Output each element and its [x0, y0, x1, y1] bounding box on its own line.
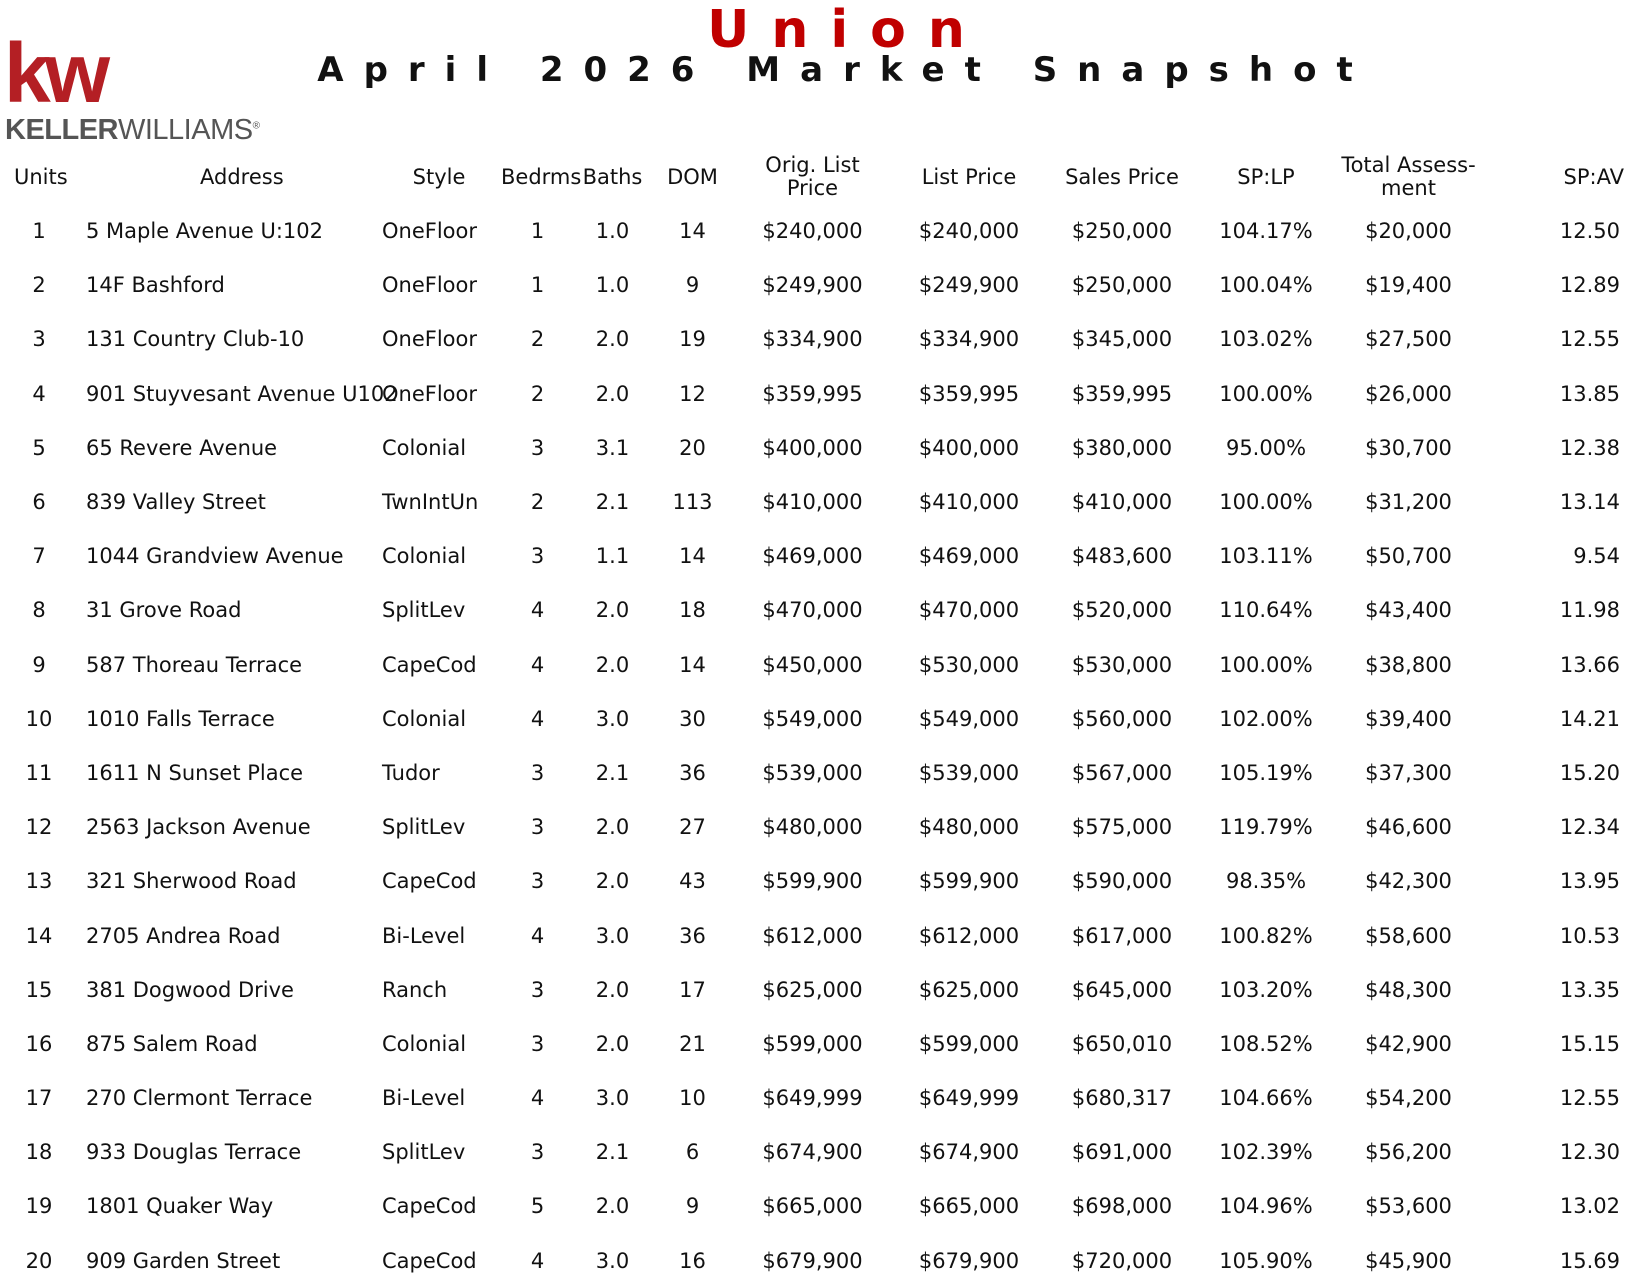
list-price-cell: $334,900 — [918, 327, 1020, 352]
address-cell: 901 Stuyvesant Avenue U102 — [86, 381, 398, 406]
table-row — [0, 638, 1650, 692]
table-row — [0, 1017, 1650, 1071]
orig-list-price-cell: $470,000 — [762, 598, 863, 623]
sales-price-cell: $567,000 — [1071, 760, 1173, 785]
units-cell: 9 — [32, 652, 46, 677]
units-cell: 5 — [32, 435, 46, 460]
units-cell: 12 — [25, 815, 53, 840]
address-cell: 321 Sherwood Road — [86, 869, 297, 894]
table-row — [0, 367, 1650, 421]
header-sales-price: Sales Price — [1065, 164, 1179, 189]
dom-cell: 18 — [679, 598, 706, 623]
total-assessment-cell: $48,300 — [1365, 977, 1452, 1002]
table-row — [0, 1179, 1650, 1233]
dom-cell: 43 — [679, 869, 706, 894]
dom-cell: 14 — [679, 652, 706, 677]
style-cell: Bi-Level — [382, 923, 466, 948]
header-total-assessment: Total Assess- ment — [1341, 153, 1476, 200]
list-price-cell: $549,000 — [918, 706, 1020, 731]
style-cell: CapeCod — [382, 652, 477, 677]
style-cell: SplitLev — [382, 815, 466, 840]
sp-lp-cell: 103.20% — [1219, 977, 1313, 1002]
style-cell: Tudor — [382, 760, 440, 785]
orig-list-price-cell: $480,000 — [762, 815, 863, 840]
list-price-cell: $599,000 — [918, 1031, 1020, 1056]
bedrms-cell: 2 — [530, 490, 545, 515]
header-baths: Baths — [582, 164, 643, 189]
table-row — [0, 421, 1650, 475]
baths-cell: 2.1 — [595, 760, 630, 785]
orig-list-price-cell: $469,000 — [762, 544, 863, 569]
dom-cell: 14 — [679, 219, 706, 244]
baths-cell: 2.0 — [595, 869, 630, 894]
sp-av-cell: 12.55 — [1559, 1086, 1620, 1111]
address-cell: 1010 Falls Terrace — [86, 706, 275, 731]
dom-cell: 17 — [679, 977, 706, 1002]
baths-cell: 1.1 — [595, 544, 630, 569]
baths-cell: 2.0 — [595, 652, 630, 677]
table-row — [0, 908, 1650, 962]
list-price-cell: $625,000 — [918, 977, 1020, 1002]
units-cell: 1 — [32, 219, 46, 244]
table-row — [0, 475, 1650, 529]
sp-av-cell: 10.53 — [1559, 923, 1620, 948]
dom-cell: 30 — [679, 706, 706, 731]
sales-price-cell: $650,010 — [1071, 1031, 1173, 1056]
sp-lp-cell: 104.96% — [1219, 1194, 1313, 1219]
bedrms-cell: 1 — [530, 219, 545, 244]
header-sp-av: SP:AV — [1563, 164, 1624, 189]
bedrms-cell: 4 — [530, 1248, 545, 1273]
units-cell: 4 — [32, 381, 46, 406]
style-cell: OneFloor — [382, 219, 478, 244]
sp-lp-cell: 108.52% — [1219, 1031, 1313, 1056]
units-cell: 18 — [25, 1140, 53, 1165]
units-cell: 20 — [25, 1248, 53, 1273]
style-cell: OneFloor — [382, 327, 478, 352]
baths-cell: 2.0 — [595, 977, 630, 1002]
orig-list-price-cell: $679,900 — [762, 1248, 863, 1273]
style-cell: Colonial — [382, 435, 467, 460]
dom-cell: 9 — [685, 1194, 700, 1219]
sales-price-cell: $590,000 — [1071, 869, 1173, 894]
dom-cell: 113 — [672, 490, 713, 515]
sales-price-cell: $380,000 — [1071, 435, 1173, 460]
header-style: Style — [412, 164, 466, 189]
sp-lp-cell: 100.82% — [1219, 923, 1313, 948]
list-price-cell: $679,900 — [918, 1248, 1020, 1273]
sp-lp-cell: 100.04% — [1219, 273, 1313, 298]
total-assessment-cell: $54,200 — [1365, 1086, 1452, 1111]
style-cell: SplitLev — [382, 598, 466, 623]
total-assessment-cell: $19,400 — [1365, 273, 1452, 298]
list-price-cell: $359,995 — [918, 381, 1020, 406]
dom-cell: 36 — [679, 923, 706, 948]
sp-lp-cell: 100.00% — [1219, 652, 1313, 677]
baths-cell: 3.0 — [595, 1248, 630, 1273]
table-row — [0, 854, 1650, 908]
style-cell: OneFloor — [382, 381, 478, 406]
total-assessment-cell: $42,900 — [1365, 1031, 1452, 1056]
table-body — [0, 204, 1650, 1288]
address-cell: 933 Douglas Terrace — [86, 1140, 302, 1165]
svg-text:kw: kw — [4, 38, 105, 110]
bedrms-cell: 3 — [530, 1031, 545, 1056]
baths-cell: 3.0 — [595, 1086, 630, 1111]
list-price-cell: $599,900 — [918, 869, 1020, 894]
sales-price-cell: $720,000 — [1071, 1248, 1173, 1273]
baths-cell: 2.0 — [595, 815, 630, 840]
total-assessment-cell: $20,000 — [1365, 219, 1452, 244]
sp-av-cell: 12.89 — [1559, 273, 1620, 298]
dom-cell: 36 — [679, 760, 706, 785]
orig-list-price-cell: $450,000 — [762, 652, 863, 677]
dom-cell: 19 — [679, 327, 706, 352]
orig-list-price-cell: $249,900 — [762, 273, 863, 298]
sales-price-cell: $359,995 — [1071, 381, 1173, 406]
sp-av-cell: 11.98 — [1559, 598, 1620, 623]
address-cell: 14F Bashford — [86, 273, 225, 298]
table-row — [0, 583, 1650, 637]
dom-cell: 12 — [679, 381, 706, 406]
orig-list-price-cell: $599,000 — [762, 1031, 863, 1056]
orig-list-price-cell: $599,900 — [762, 869, 863, 894]
address-cell: 65 Revere Avenue — [86, 435, 278, 460]
dom-cell: 21 — [679, 1031, 706, 1056]
orig-list-price-cell: $240,000 — [762, 219, 863, 244]
style-cell: Ranch — [382, 977, 448, 1002]
sp-av-cell: 12.55 — [1559, 327, 1620, 352]
dom-cell: 20 — [679, 435, 706, 460]
table-row — [0, 1125, 1650, 1179]
units-cell: 14 — [25, 923, 53, 948]
address-cell: 131 Country Club-10 — [86, 327, 305, 352]
sales-price-cell: $410,000 — [1071, 490, 1173, 515]
address-cell: 381 Dogwood Drive — [86, 977, 294, 1002]
bedrms-cell: 3 — [530, 544, 545, 569]
address-cell: 2563 Jackson Avenue — [86, 815, 311, 840]
list-price-cell: $400,000 — [918, 435, 1020, 460]
units-cell: 7 — [32, 544, 46, 569]
address-cell: 5 Maple Avenue U:102 — [86, 219, 324, 244]
total-assessment-cell: $39,400 — [1365, 706, 1452, 731]
sp-av-cell: 15.15 — [1559, 1031, 1620, 1056]
baths-cell: 2.0 — [595, 381, 630, 406]
sp-lp-cell: 110.64% — [1219, 598, 1313, 623]
sales-price-cell: $250,000 — [1071, 273, 1173, 298]
sp-av-cell: 13.66 — [1559, 652, 1620, 677]
units-cell: 17 — [25, 1086, 53, 1111]
baths-cell: 2.0 — [595, 1194, 630, 1219]
total-assessment-cell: $26,000 — [1365, 381, 1452, 406]
sales-price-cell: $250,000 — [1071, 219, 1173, 244]
header-bedrms: Bedrms — [501, 164, 582, 189]
table-row — [0, 258, 1650, 312]
sales-price-cell: $645,000 — [1071, 977, 1173, 1002]
address-cell: 1611 N Sunset Place — [86, 760, 304, 785]
header-list-price: List Price — [921, 164, 1017, 189]
table-row — [0, 963, 1650, 1017]
orig-list-price-cell: $539,000 — [762, 760, 863, 785]
dom-cell: 9 — [685, 273, 700, 298]
list-price-cell: $469,000 — [918, 544, 1020, 569]
list-price-cell: $674,900 — [918, 1140, 1020, 1165]
address-cell: 909 Garden Street — [86, 1248, 281, 1273]
list-price-cell: $539,000 — [918, 760, 1020, 785]
sp-lp-cell: 103.11% — [1219, 544, 1313, 569]
dom-cell: 6 — [685, 1140, 700, 1165]
total-assessment-cell: $42,300 — [1365, 869, 1452, 894]
sp-lp-cell: 119.79% — [1219, 815, 1313, 840]
sp-av-cell: 15.20 — [1559, 760, 1620, 785]
list-price-cell: $470,000 — [918, 598, 1020, 623]
units-cell: 16 — [25, 1031, 53, 1056]
list-price-cell: $612,000 — [918, 923, 1020, 948]
sp-lp-cell: 95.00% — [1225, 435, 1307, 460]
bedrms-cell: 4 — [530, 923, 545, 948]
orig-list-price-cell: $334,900 — [762, 327, 863, 352]
orig-list-price-cell: $400,000 — [762, 435, 863, 460]
sales-price-cell: $617,000 — [1071, 923, 1173, 948]
sp-lp-cell: 100.00% — [1219, 490, 1313, 515]
bedrms-cell: 3 — [530, 760, 545, 785]
baths-cell: 1.0 — [595, 219, 630, 244]
units-cell: 6 — [32, 490, 46, 515]
sp-lp-cell: 103.02% — [1219, 327, 1313, 352]
total-assessment-cell: $50,700 — [1365, 544, 1452, 569]
baths-cell: 2.1 — [595, 490, 630, 515]
header-sp-lp: SP:LP — [1237, 164, 1295, 189]
sales-price-cell: $520,000 — [1071, 598, 1173, 623]
sp-av-cell: 14.21 — [1559, 706, 1620, 731]
style-cell: CapeCod — [382, 869, 477, 894]
style-cell: Colonial — [382, 544, 467, 569]
sp-lp-cell: 104.66% — [1219, 1086, 1313, 1111]
total-assessment-cell: $30,700 — [1365, 435, 1452, 460]
address-cell: 587 Thoreau Terrace — [86, 652, 303, 677]
bedrms-cell: 5 — [530, 1194, 545, 1219]
list-price-cell: $530,000 — [918, 652, 1020, 677]
dom-cell: 10 — [679, 1086, 706, 1111]
sp-lp-cell: 102.00% — [1219, 706, 1313, 731]
units-cell: 15 — [25, 977, 53, 1002]
list-price-cell: $249,900 — [918, 273, 1020, 298]
table-row — [0, 529, 1650, 583]
bedrms-cell: 4 — [530, 706, 545, 731]
units-cell: 19 — [25, 1194, 53, 1219]
table-row — [0, 312, 1650, 366]
sp-av-cell: 12.38 — [1559, 435, 1620, 460]
units-cell: 10 — [25, 706, 53, 731]
style-cell: CapeCod — [382, 1248, 477, 1273]
sp-av-cell: 13.85 — [1559, 381, 1620, 406]
list-price-cell: $240,000 — [918, 219, 1020, 244]
baths-cell: 2.0 — [595, 327, 630, 352]
total-assessment-cell: $38,800 — [1365, 652, 1452, 677]
sp-av-cell: 12.50 — [1559, 219, 1620, 244]
dom-cell: 16 — [679, 1248, 706, 1273]
bedrms-cell: 3 — [530, 869, 545, 894]
list-price-cell: $665,000 — [918, 1194, 1020, 1219]
address-cell: 1801 Quaker Way — [86, 1194, 274, 1219]
total-assessment-cell: $56,200 — [1365, 1140, 1452, 1165]
orig-list-price-cell: $665,000 — [762, 1194, 863, 1219]
address-cell: 875 Salem Road — [86, 1031, 258, 1056]
page-subtitle: April 2026 Market Snapshot — [317, 50, 1373, 90]
style-cell: OneFloor — [382, 273, 478, 298]
orig-list-price-cell: $549,000 — [762, 706, 863, 731]
sp-lp-cell: 104.17% — [1219, 219, 1313, 244]
baths-cell: 3.0 — [595, 706, 630, 731]
address-cell: 839 Valley Street — [86, 490, 266, 515]
list-price-cell: $410,000 — [918, 490, 1020, 515]
dom-cell: 14 — [679, 544, 706, 569]
table-row — [0, 1234, 1650, 1288]
style-cell: CapeCod — [382, 1194, 477, 1219]
orig-list-price-cell: $612,000 — [762, 923, 863, 948]
header-row — [0, 150, 1650, 204]
total-assessment-cell: $37,300 — [1365, 760, 1452, 785]
sp-av-cell: 13.14 — [1559, 490, 1620, 515]
total-assessment-cell: $46,600 — [1365, 815, 1452, 840]
keller-williams-wordmark: KELLERWILLIAMS® — [5, 114, 260, 146]
style-cell: TwnIntUn — [382, 490, 479, 515]
style-cell: Bi-Level — [382, 1086, 466, 1111]
address-cell: 1044 Grandview Avenue — [86, 544, 344, 569]
orig-list-price-cell: $625,000 — [762, 977, 863, 1002]
units-cell: 8 — [32, 598, 46, 623]
sp-av-cell: 15.69 — [1559, 1248, 1620, 1273]
sales-price-cell: $483,600 — [1071, 544, 1173, 569]
sp-lp-cell: 102.39% — [1219, 1140, 1313, 1165]
orig-list-price-cell: $674,900 — [762, 1140, 863, 1165]
sales-price-cell: $575,000 — [1071, 815, 1173, 840]
table-row — [0, 800, 1650, 854]
list-price-cell: $649,999 — [918, 1086, 1020, 1111]
sp-av-cell: 13.35 — [1559, 977, 1620, 1002]
header-dom: DOM — [667, 164, 718, 189]
bedrms-cell: 2 — [530, 327, 545, 352]
header-orig-list-price: Orig. List Price — [765, 153, 860, 200]
table-header — [0, 150, 1650, 204]
sales-price-cell: $691,000 — [1071, 1140, 1173, 1165]
table-row — [0, 692, 1650, 746]
style-cell: Colonial — [382, 706, 467, 731]
baths-cell: 2.1 — [595, 1140, 630, 1165]
bedrms-cell: 2 — [530, 381, 545, 406]
sales-price-cell: $530,000 — [1071, 652, 1173, 677]
total-assessment-cell: $31,200 — [1365, 490, 1452, 515]
units-cell: 3 — [32, 327, 46, 352]
baths-cell: 2.0 — [595, 598, 630, 623]
sp-lp-cell: 98.35% — [1225, 869, 1307, 894]
header-address: Address — [200, 164, 284, 189]
bedrms-cell: 4 — [530, 1086, 545, 1111]
table-row — [0, 1071, 1650, 1125]
bedrms-cell: 3 — [530, 815, 545, 840]
sp-lp-cell: 100.00% — [1219, 381, 1313, 406]
bedrms-cell: 3 — [530, 977, 545, 1002]
sales-price-cell: $680,317 — [1071, 1086, 1173, 1111]
orig-list-price-cell: $649,999 — [762, 1086, 863, 1111]
baths-cell: 3.0 — [595, 923, 630, 948]
address-cell: 31 Grove Road — [86, 598, 242, 623]
bedrms-cell: 3 — [530, 1140, 545, 1165]
sp-av-cell: 9.54 — [1573, 544, 1620, 569]
style-cell: SplitLev — [382, 1140, 466, 1165]
bedrms-cell: 4 — [530, 598, 545, 623]
sp-av-cell: 13.02 — [1559, 1194, 1620, 1219]
total-assessment-cell: $45,900 — [1365, 1248, 1452, 1273]
orig-list-price-cell: $359,995 — [762, 381, 863, 406]
bedrms-cell: 3 — [530, 435, 545, 460]
sp-av-cell: 12.30 — [1559, 1140, 1620, 1165]
units-cell: 2 — [32, 273, 46, 298]
sp-av-cell: 13.95 — [1559, 869, 1620, 894]
baths-cell: 3.1 — [595, 435, 630, 460]
total-assessment-cell: $43,400 — [1365, 598, 1452, 623]
total-assessment-cell: $58,600 — [1365, 923, 1452, 948]
market-snapshot-table — [0, 150, 1650, 1288]
total-assessment-cell: $53,600 — [1365, 1194, 1452, 1219]
units-cell: 13 — [25, 869, 53, 894]
style-cell: Colonial — [382, 1031, 467, 1056]
sp-lp-cell: 105.90% — [1219, 1248, 1313, 1273]
units-cell: 11 — [25, 760, 53, 785]
bedrms-cell: 4 — [530, 652, 545, 677]
table-row — [0, 746, 1650, 800]
dom-cell: 27 — [679, 815, 706, 840]
sales-price-cell: $698,000 — [1071, 1194, 1173, 1219]
page-title: Union — [707, 0, 987, 60]
sp-lp-cell: 105.19% — [1219, 760, 1313, 785]
orig-list-price-cell: $410,000 — [762, 490, 863, 515]
address-cell: 270 Clermont Terrace — [86, 1086, 313, 1111]
table-row — [0, 204, 1650, 258]
total-assessment-cell: $27,500 — [1365, 327, 1452, 352]
sp-av-cell: 12.34 — [1559, 815, 1620, 840]
header-units: Units — [14, 164, 68, 189]
sales-price-cell: $560,000 — [1071, 706, 1173, 731]
address-cell: 2705 Andrea Road — [86, 923, 281, 948]
baths-cell: 1.0 — [595, 273, 630, 298]
baths-cell: 2.0 — [595, 1031, 630, 1056]
list-price-cell: $480,000 — [918, 815, 1020, 840]
sales-price-cell: $345,000 — [1071, 327, 1173, 352]
bedrms-cell: 1 — [530, 273, 545, 298]
